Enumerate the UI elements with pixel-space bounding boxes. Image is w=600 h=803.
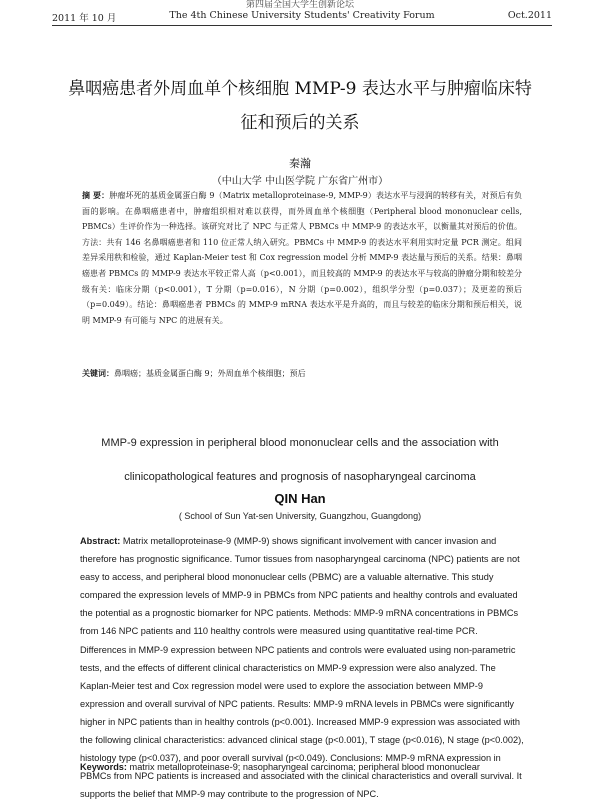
english-keywords-label: Keywords: (80, 762, 127, 772)
english-keywords (80, 762, 526, 772)
chinese-keywords-label: 关键词： (82, 368, 114, 378)
english-affiliation: ( School of Sun Yat-sen University, Guangzhou, Guangdong) (178, 511, 422, 521)
conference-name-cn: 第四届全国大学生创新论坛 (245, 0, 354, 10)
english-title-line-2: clinicopathological features and prognosis of nasopharyngeal carcinoma (124, 471, 476, 483)
chinese-keywords (82, 368, 522, 379)
english-title (50, 426, 550, 494)
chinese-abstract-text: 肿瘤坏死的基质金属蛋白酶 9（Matrix metalloproteinase-9, MMP-9）表达水平与浸润的转移有关，对预后有负面的影响。在鼻咽癌患者中，肿瘤组织相对难以获得，而外周血单个核细胞（Peripheral blood mononuclear cells, PBMCs）生评价作为一种选择。该研究对比了 NPC 与正常人 PBMCs 中 MMP-9 的表达水平，以衡量其对预后的价值。方法：共有 146 名鼻咽癌患者和 110 位正常人纳入研究。PBMCs 中 MMP-9 的表达水平利用实时定量 PCR 测定。组间差异采用秩和检验，通过 Kaplan-Meier test 和 Cox regression model 分析 MMP-9 表达量与预后的关系。结果：鼻咽癌患者 PBMCs 的 MMP-9 表达水平较正常人高（p<0.001），而且较高的 MMP-9 的表达水平与较高的肿瘤分期和较差分级有关：临床分期（p<0.001），T 分期（p=0.016），N 分期（p=0.002），组织学分型（p=0.037）；及更差的预后（p=0.049）。结论：鼻咽癌患者 PBMCs 的 MMP-9 mRNA 表达水平是升高的，而且与较差的临床分期和预后相关，说明 MMP-9 有可能与 NPC 的进展有关。 (82, 191, 522, 325)
chinese-author: 秦瀚 (289, 157, 311, 170)
chinese-abstract-label: 摘 要： (82, 190, 110, 200)
english-keywords-text: matrix metalloproteinase-9; nasopharyngeal carcinoma; peripheral blood mononuclear (129, 762, 480, 772)
chinese-keywords-text: 鼻咽癌；基质金属蛋白酶 9；外周血单个核细胞；预后 (114, 369, 306, 378)
header-date-en: Oct.2011 (507, 10, 552, 21)
english-author: QIN Han (274, 491, 326, 506)
conference-name-en: The 4th Chinese University Students' Creativity Forum (169, 10, 435, 21)
english-abstract-label: Abstract: (80, 536, 121, 546)
english-title-line-1: MMP-9 expression in peripheral blood mononuclear cells and the association with (101, 437, 499, 449)
chinese-title: 鼻咽癌患者外周血单个核细胞 MMP-9 表达水平与肿瘤临床特征和预后的关系 (68, 79, 532, 133)
header-rule (52, 25, 552, 26)
chinese-abstract (82, 188, 522, 328)
english-abstract-text: Matrix metalloproteinase-9 (MMP-9) shows significant involvement with cancer invasion and therefore has prognostic significance. Tumor tissues from nasopharyngeal carcinoma (NPC) patients are not easy to access, and peripheral blood mononuclear cells (PBMC) are a valuable alternative. This study compared the expression levels of MMP-9 in PBMCs from NPC patients and healthy controls and evaluated the potential as a prognostic biomarker for NPC patients. Methods: MMP-9 mRNA concentrations in PBMCs from 146 NPC patients and 110 healthy controls were measured using quantitative real-time PCR. Differences in MMP-9 expression between NPC patients and controls were evaluated using non-parametric tests, and the effects of different clinical characteristics on MMP-9 expression were also analyzed. The Kaplan-Meier test and Cox regression model were used to explore the association between MMP-9 expression and overall survival of NPC patients. Results: MMP-9 mRNA levels in PBMCs were significantly higher in NPC patients than in healthy controls (p<0.001). Increased MMP-9 expression was associated with the following clinical characteristics: advanced clinical stage (p<0.001), T stage (p<0.016), N stage (p<0.002), histology type (p<0.037), and poor overall survival (p<0.049). Conclusions: MMP-9 mRNA expression in PBMCs from NPC patients is increased and associated with the clinical characteristics and overall survival. It supports the belief that MMP-9 may contribute to the progression of NPC. (80, 536, 524, 800)
header-date-cn: 2011 年 10 月 (52, 13, 117, 24)
chinese-affiliation: （中山大学 中山医学院 广东省广州市） (211, 176, 389, 187)
